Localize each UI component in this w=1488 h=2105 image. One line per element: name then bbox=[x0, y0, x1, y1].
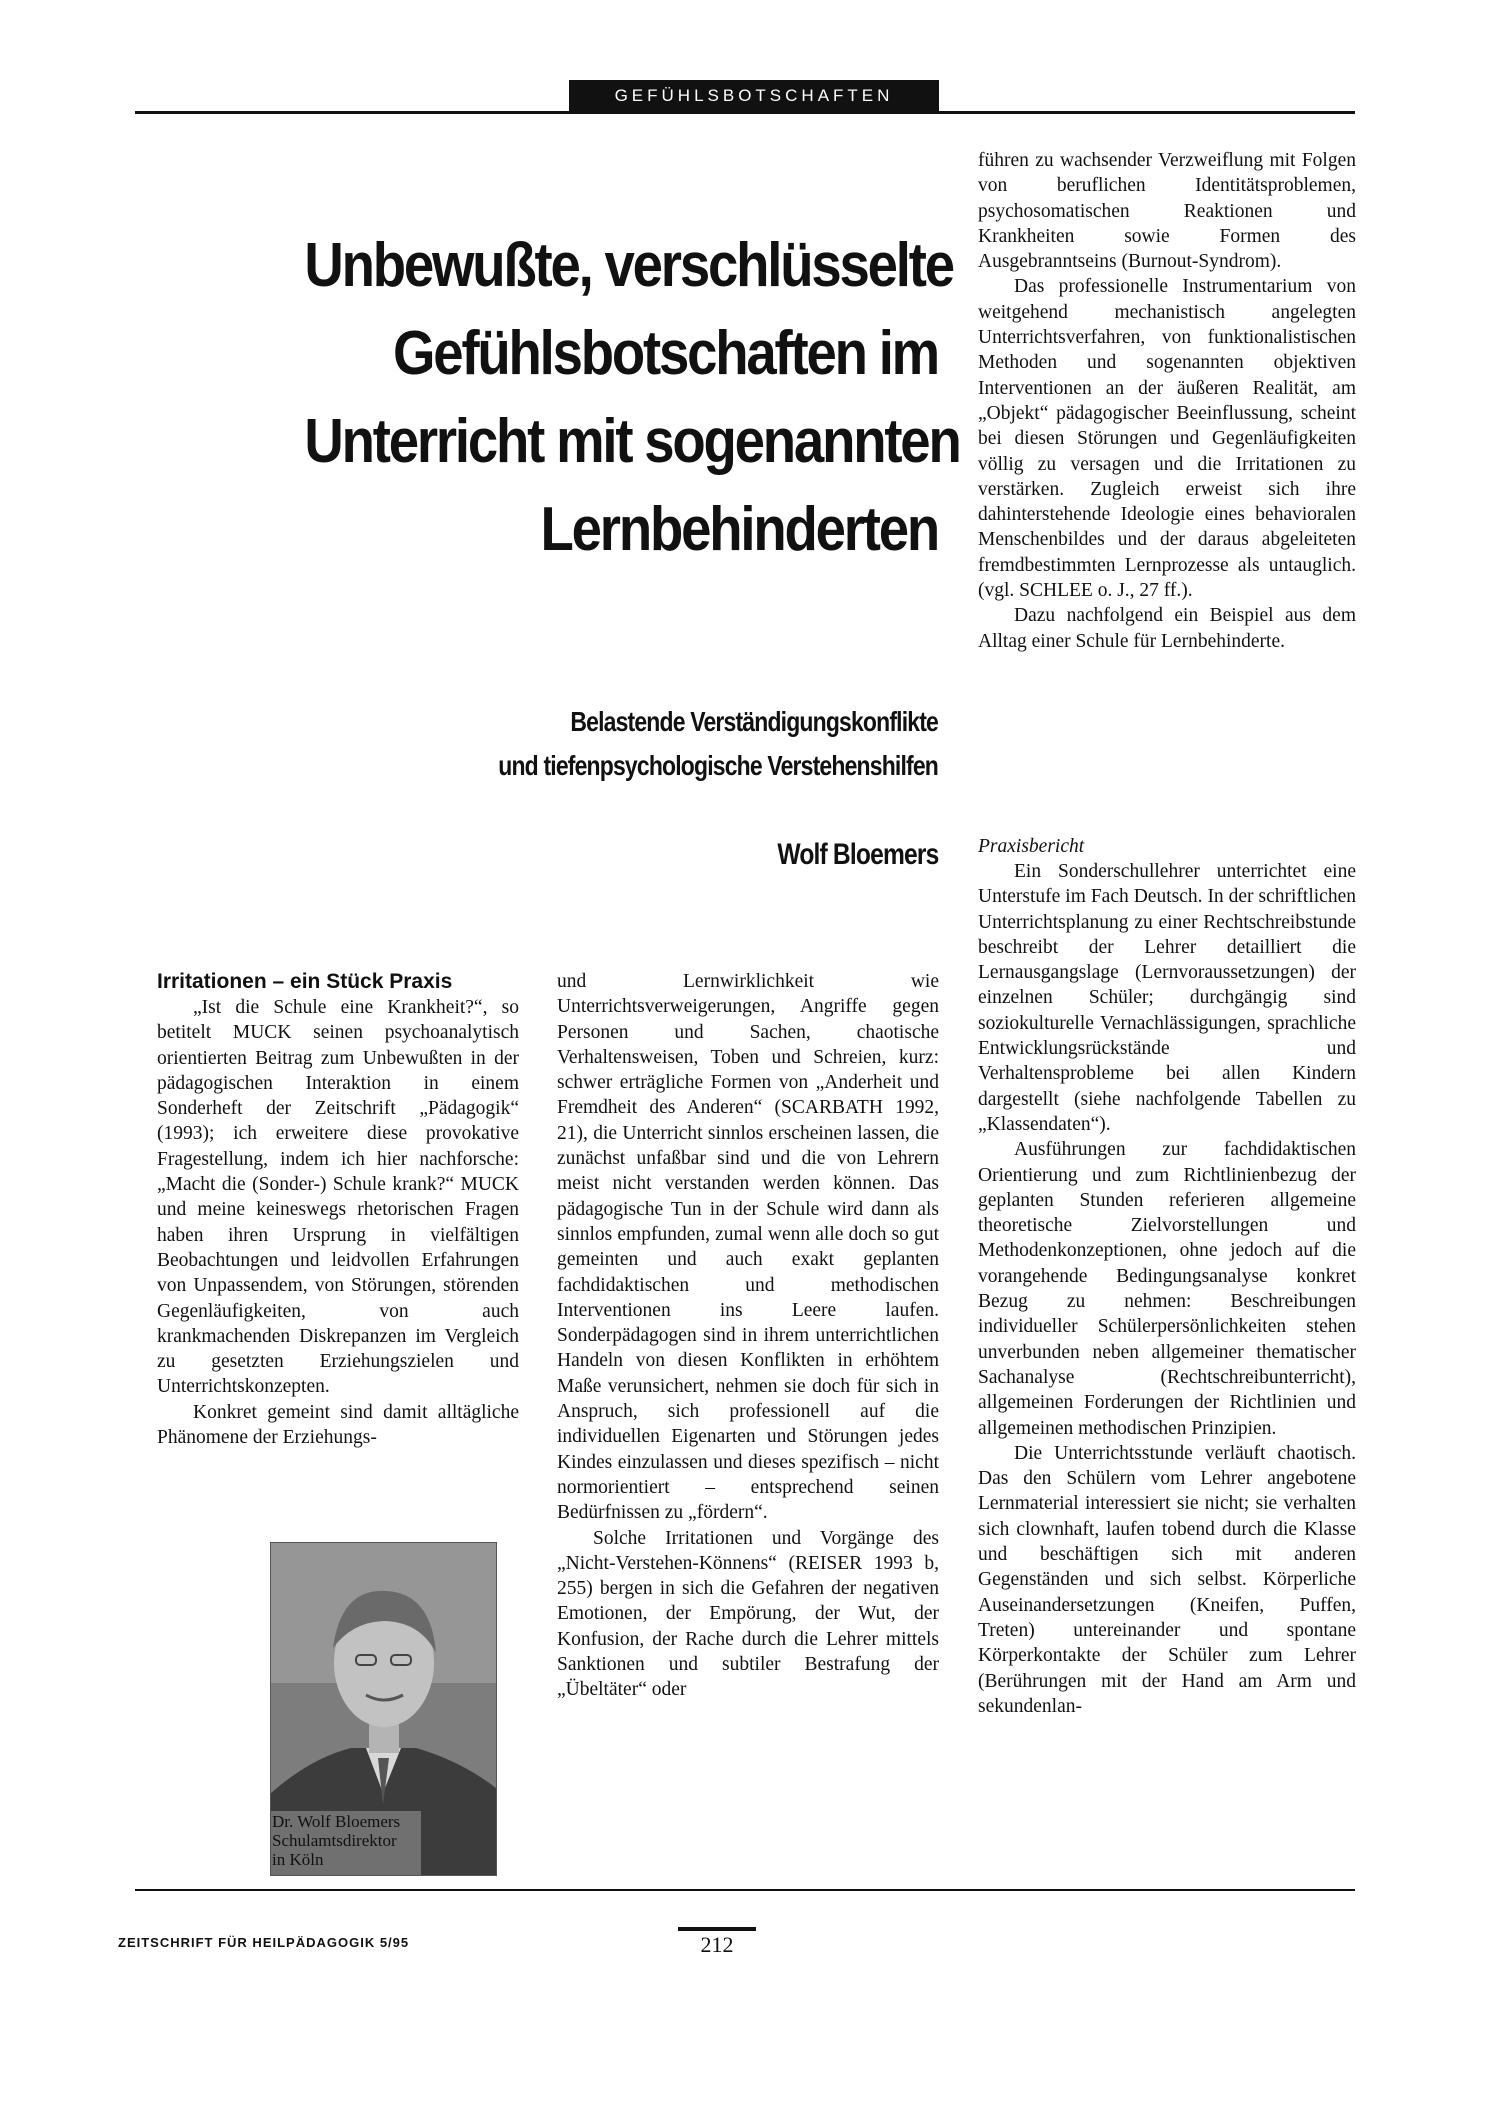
paragraph: Dazu nachfolgend ein Beispiel aus dem Alltag einer Schule für Lernbehinderte. bbox=[978, 605, 1356, 652]
subtitle-line-2: und tiefenpsychologische Verstehenshilfen bbox=[498, 750, 938, 781]
column-3-bottom bbox=[978, 834, 1356, 1719]
paragraph: Ausführungen zur fachdidaktischen Orientierung und zum Richtlinienbezug der geplanten Stunden referieren allgemeine theoretische Zielvorstellungen und Methodenkonzeptionen, ohne jedoch auf die vorangehende Bedingungsanalyse konkret Bezug zu nehmen: Beschreibungen individueller Schülerpersönlichkeiten stehen unverbunden neben allgemeiner thematischer Sachanalyse (Rechtschreibunterricht), allgemeinen Forderungen der Richtlinien und allgemeinen methodischen Prinzipien. bbox=[978, 1139, 1356, 1439]
paragraph: Ein Sonderschullehrer unterrichtet eine Unterstufe im Fach Deutsch. In der schriftlichen Unterrichtsplanung zu einer Rechtschreibstunde beschreibt der Lehrer detailliert die Lernausgangslage (Lernvoraussetzungen) der einzelnen Schüler; durchgängig sind soziokulturelle Vernachlässigungen, sprachliche Entwicklungsrückstände und Verhaltensprobleme bei allen Kindern dargestellt (siehe nachfolgende Tabellen zu „Klassendaten“). bbox=[978, 861, 1356, 1135]
paragraph: Das professionelle Instrumentarium von weitgehend mechanistisch angelegten Unterrichtsverfahren, von funktionalistischen Methoden und sogenannten objektiven Interventionen an der äußeren Realität, am „Objekt“ pädagogischer Beeinflussung, scheint bei diesen Störungen und Gegenläufigkeiten völlig zu versagen und die Irritationen zu verstärken. Zugleich erweist sich ihre dahinterstehende Ideologie eines behavioralen Menschenbildes und der daraus abgeleiteten fremdbestimmten Lernprozesse als untauglich. (vgl. SCHLEE o. J., 27 ff.). bbox=[978, 276, 1356, 602]
title-line-3: Unterricht mit sogenannten bbox=[304, 407, 960, 476]
article-title bbox=[304, 222, 960, 574]
caption-line: in Köln bbox=[272, 1850, 324, 1869]
column-1 bbox=[157, 969, 519, 1450]
author-name: Wolf Bloemers bbox=[776, 838, 938, 871]
page-number: 212 bbox=[700, 1932, 734, 1957]
paragraph: führen zu wachsender Verzweiflung mit Folgen von beruflichen Identitätsproblemen, psychosomatischen Reaktionen und Krankheiten sowie Formen des Ausgebranntseins (Burnout-Syndrom). bbox=[978, 150, 1356, 273]
paragraph: „Ist die Schule eine Krankheit?“, so betitelt MUCK seinen psychoanalytisch orientierten Beitrag zum Unbewußten in der pädagogischen Interaktion in einem Sonderheft der Zeitschrift „Pädagogik“ (1993); ich erweitere diese provokative Fragestellung, indem ich hier nachforsche: „Macht die (Sonder-) Schule krank?“ MUCK und meine keineswegs rhetorischen Fragen haben ihren Ursprung in vielfältigen Beobachtungen und leidvollen Erfahrungen von Unpassendem, von Störungen, störenden Gegenläufigkeiten, von auch krankmachenden Diskrepanzen im Vergleich zu gesetzten Erziehungszielen und Unterrichtskonzepten. bbox=[157, 997, 519, 1398]
section-heading: Irritationen – ein Stück Praxis bbox=[157, 970, 453, 993]
paragraph: Die Unterrichtsstunde verläuft chaotisch. Das den Schülern vom Lehrer angebotene Lernmaterial interessiert sie nicht; sie verhalten sich clownhaft, laufen tobend durch die Klasse und beschäftigen sich mit anderen Gegenständen und sich selbst. Körperliche Auseinandersetzungen (Kneifen, Puffen, Treten) untereinander und spontane Körperkontakte der Schüler zum Lehrer (Berührungen mit der Hand am Arm und sekundenlan- bbox=[978, 1442, 1356, 1717]
column-3-top bbox=[978, 148, 1356, 654]
caption-line: Dr. Wolf Bloemers bbox=[272, 1812, 401, 1831]
article-subtitle bbox=[348, 700, 938, 788]
column-2 bbox=[557, 969, 939, 1703]
title-line-1: Unbewußte, verschlüsselte bbox=[304, 231, 953, 300]
paragraph: Konkret gemeint sind damit alltägliche Phänomene der Erziehungs- bbox=[157, 1401, 519, 1449]
title-line-4: Lernbehinderten bbox=[540, 495, 938, 564]
subsection-heading: Praxisbericht bbox=[978, 836, 1085, 857]
subtitle-line-1: Belastende Verständigungskonflikte bbox=[570, 706, 938, 737]
photo-caption bbox=[272, 1812, 412, 1869]
footer-rule bbox=[135, 1889, 1355, 1891]
caption-line: Schulamtsdirektor bbox=[272, 1831, 397, 1850]
journal-reference: ZEITSCHRIFT FÜR HEILPÄDAGOGIK 5/95 bbox=[118, 1935, 410, 1950]
section-label: GEFÜHLSBOTSCHAFTEN bbox=[569, 80, 939, 112]
paragraph: Solche Irritationen und Vorgänge des „Nicht-Verstehen-Könnens“ (REISER 1993 b, 255) bergen in sich die Gefahren der negativen Emotionen, der Empörung, der Wut, der Konfusion, der Rache durch die Lehrer mittels Sanktionen und subtiler Bestrafung der „Übeltäter“ oder bbox=[557, 1527, 939, 1701]
title-line-2: Gefühlsbotschaften im bbox=[393, 319, 938, 388]
page-number-bar bbox=[678, 1927, 756, 1931]
paragraph: und Lernwirklichkeit wie Unterrichtsverweigerungen, Angriffe gegen Personen und Sachen, chaotische Verhaltensweisen, Toben und Schreien, kurz: schwer erträgliche Formen von „Anderheit und Fremdheit des Anderen“ (SCARBATH 1992, 21), die Unterricht sinnlos erscheinen lassen, die zunächst unfaßbar sind und die von Lehrern meist nicht verstanden werden können. Das pädagogische Tun in der Schule wird dann als sinnlos empfunden, zumal wenn alle doch so gut gemeinten und auch exakt geplanten fachdidaktischen und methodischen Interventionen ins Leere laufen. Sonderpädagogen sind in ihrem unterrichtlichen Handeln von diesen Konflikten in erhöhtem Maße verunsichert, nehmen sie doch für sich in Anspruch, sich professionell auf die individuellen Eigenarten und Störungen jedes Kindes einzulassen und dieses spezifisch – nicht normorientiert – entsprechend seinen Bedürfnissen zu „fördern“. bbox=[557, 971, 939, 1524]
